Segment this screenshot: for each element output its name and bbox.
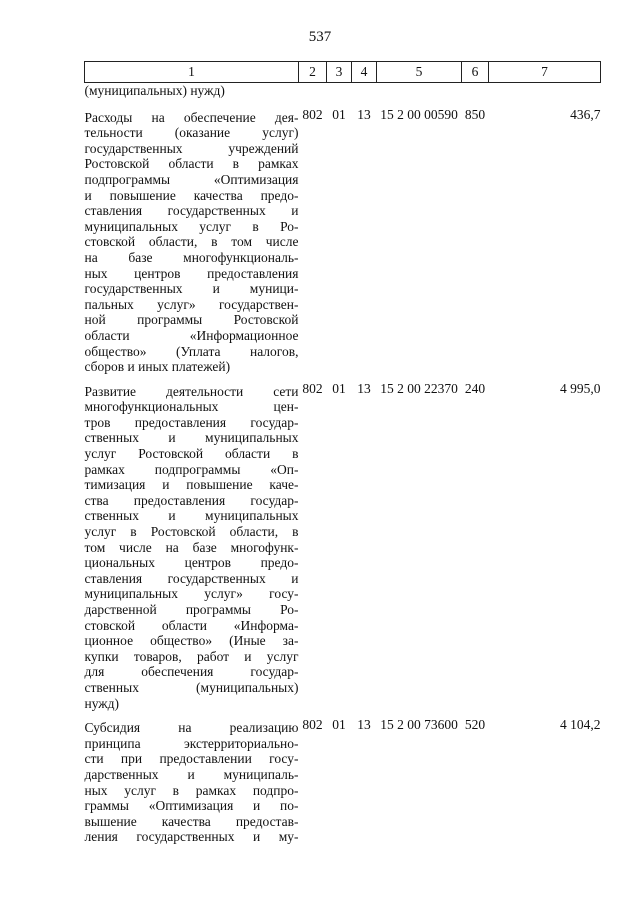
description-line: дарственных и муниципаль- <box>84 766 299 782</box>
subsection-code: 13 <box>357 380 371 396</box>
ministry-code: 802 <box>302 380 323 396</box>
target-article-code: 15 2 00 00590 <box>380 106 458 122</box>
column-header-2: 2 <box>299 62 327 83</box>
description-line: ставления государственных и <box>84 203 299 219</box>
ministry-code: 802 <box>302 717 323 733</box>
description-line: вышение качества предостав- <box>84 813 299 829</box>
section-code: 01 <box>332 717 346 733</box>
description-line: тров предоставления государ- <box>84 414 299 430</box>
page-number: 537 <box>308 29 332 45</box>
row-description <box>85 107 299 381</box>
description-line: дарственной программы Ро- <box>84 602 299 617</box>
description-line: Субсидия на реализацию <box>84 720 299 736</box>
expense-type-code: 850 <box>464 106 486 122</box>
expense-type-code: 240 <box>464 380 486 396</box>
description-line: ставления государственных и <box>84 570 299 586</box>
section-code: 01 <box>332 106 346 122</box>
description-line: услуг в Ростовской области, в <box>84 524 299 540</box>
description-line: ления государственных и му- <box>84 829 299 845</box>
description-line: (муниципальных) нужд) <box>84 83 225 98</box>
description-line: для обеспечения государ- <box>84 664 299 680</box>
description-line: и повышение качества предо- <box>84 187 299 203</box>
description-line: на базе многофункциональ- <box>84 249 299 265</box>
subsection-code: 13 <box>357 717 371 733</box>
description-line: многофункциональных цен- <box>84 399 299 415</box>
description-line: государственных учреждений <box>84 140 299 156</box>
column-header-4: 4 <box>352 62 377 83</box>
column-header-1: 1 <box>85 62 299 83</box>
description-line: общество» (Уплата налогов, <box>84 343 299 359</box>
continuation-description <box>85 83 299 107</box>
description-line: подпрограммы «Оптимизация <box>84 171 299 187</box>
section-code: 01 <box>332 380 346 396</box>
budget-table <box>84 61 601 851</box>
description-line: муниципальных услуг в Ро- <box>84 218 299 234</box>
amount-value: 436,7 <box>570 106 601 122</box>
description-line: муниципальных услуг» госу- <box>84 586 299 602</box>
description-line: ных услуг в рамках подпро- <box>84 782 299 798</box>
description-line: ства предоставления государ- <box>84 492 299 508</box>
description-line: ной программы Ростовской <box>84 312 299 328</box>
table-row <box>85 107 601 381</box>
description-line: государственных и муници- <box>84 281 299 297</box>
continuation-row <box>85 83 601 107</box>
description-line: стовской области «Информа- <box>84 617 299 633</box>
subsection-code: 13 <box>357 106 371 122</box>
column-header-7: 7 <box>489 62 601 83</box>
description-line: граммы «Оптимизация и по- <box>84 798 299 814</box>
description-line: купки товаров, работ и услуг <box>84 648 299 664</box>
description-line: циональных центров предо- <box>84 555 299 571</box>
ministry-code: 802 <box>302 106 323 122</box>
column-header-5: 5 <box>377 62 462 83</box>
description-line: ственных (муниципальных) <box>84 679 299 695</box>
description-line: рамках подпрограммы «Оп- <box>84 461 299 477</box>
description-line: пальных услуг» государствен- <box>84 296 299 312</box>
amount-value: 4 104,2 <box>560 717 601 733</box>
description-line: принципа экстерриториально- <box>84 735 299 751</box>
description-line: том числе на базе многофунк- <box>84 539 299 555</box>
description-line: тимизация и повышение каче- <box>84 477 299 493</box>
description-line: области «Информационное <box>84 327 299 343</box>
description-line: нужд) <box>84 695 119 711</box>
description-line: сти при предоставлении госу- <box>84 751 299 767</box>
description-line: Ростовской области в рамках <box>84 156 299 172</box>
row-description <box>85 717 299 851</box>
table-row <box>85 381 601 717</box>
column-header-6: 6 <box>462 62 489 83</box>
expense-type-code: 520 <box>464 717 486 733</box>
target-article-code: 15 2 00 73600 <box>380 717 458 733</box>
column-number-header <box>85 62 601 83</box>
description-line: сборов и иных платежей) <box>84 359 231 375</box>
description-line: стовской области, в том числе <box>84 234 299 250</box>
row-description <box>85 381 299 717</box>
amount-value: 4 995,0 <box>560 380 601 396</box>
target-article-code: 15 2 00 22370 <box>380 380 458 396</box>
description-line: ственных и муниципальных <box>84 430 299 446</box>
description-line: тельности (оказание услуг) <box>84 125 299 141</box>
description-line: Развитие деятельности сети <box>84 383 299 399</box>
description-line: ционное общество» (Иные за- <box>84 633 299 649</box>
table-row <box>85 717 601 851</box>
column-header-3: 3 <box>327 62 352 83</box>
description-line: ственных и муниципальных <box>84 508 299 524</box>
description-line: услуг Ростовской области в <box>84 446 299 462</box>
description-line: ных центров предоставления <box>84 265 299 281</box>
description-line: Расходы на обеспечение дея- <box>84 109 299 125</box>
